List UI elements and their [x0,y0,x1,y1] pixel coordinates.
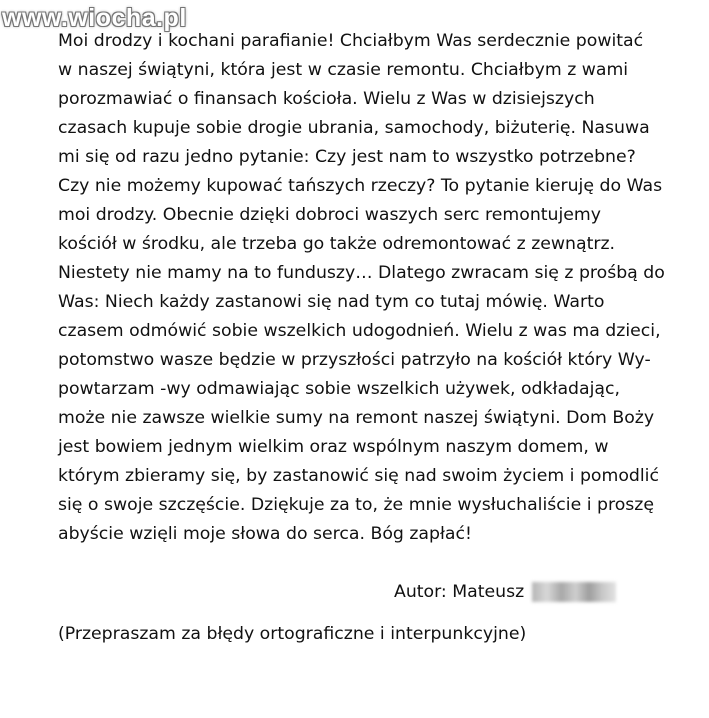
letter-line: Moi drodzy i kochani parafianie! Chciałbym Was serdecznie powitać [58,31,644,51]
letter-line: w naszej świątyni, która jest w czasie remontu. Chciałbym z wami [58,60,629,80]
letter-line: może nie zawsze wielkie sumy na remont naszej świątyni. Dom Boży [58,408,655,428]
letter-line: kościół w środku, ale trzeba go także odremontować z zewnątrz. [58,234,616,254]
letter-line: abyście wzięli moje słowa do serca. Bóg zapłać! [58,524,472,544]
apology-note: (Przepraszam za błędy ortograficzne i interpunkcyjne) [58,624,527,644]
letter-line: Was: Niech każdy zastanowi się nad tym co tutaj mówię. Warto [58,292,605,312]
letter-line: porozmawiać o finansach kościoła. Wielu z Was w dzisiejszych [58,89,595,109]
letter-body [58,27,698,549]
letter-line: czasach kupuje sobie drogie ubrania, samochody, biżuterię. Nasuwa [58,118,650,138]
letter-line: jest bowiem jednym wielkim oraz wspólnym naszym domem, w [58,437,609,457]
redacted-surname-blur [532,582,616,602]
letter-line: czasem odmówić sobie wszelkich udogodnień. Wielu z was ma dzieci, [58,321,661,341]
letter-line: którym zbieramy się, by zastanowić się nad swoim życiem i pomodlić [58,466,659,486]
letter-line: potomstwo wasze będzie w przyszłości patrzyło na kościół który Wy- [58,350,651,370]
author-signature [394,578,616,607]
letter-line: Czy nie możemy kupować tańszych rzeczy? To pytanie kieruję do Was [58,176,663,196]
site-watermark: www.wiocha.pl [2,4,187,32]
letter-line: powtarzam -wy odmawiając sobie wszelkich używek, odkładając, [58,379,620,399]
author-label: Autor: Mateusz [394,582,525,602]
letter-line: Niestety nie mamy na to funduszy… Dlatego zwracam się z prośbą do [58,263,665,283]
letter-line: się o swoje szczęście. Dziękuje za to, że mnie wysłuchaliście i proszę [58,495,654,515]
letter-line: mi się od razu jedno pytanie: Czy jest nam to wszystko potrzebne? [58,147,636,167]
letter-line: moi drodzy. Obecnie dzięki dobroci waszych serc remontujemy [58,205,601,225]
